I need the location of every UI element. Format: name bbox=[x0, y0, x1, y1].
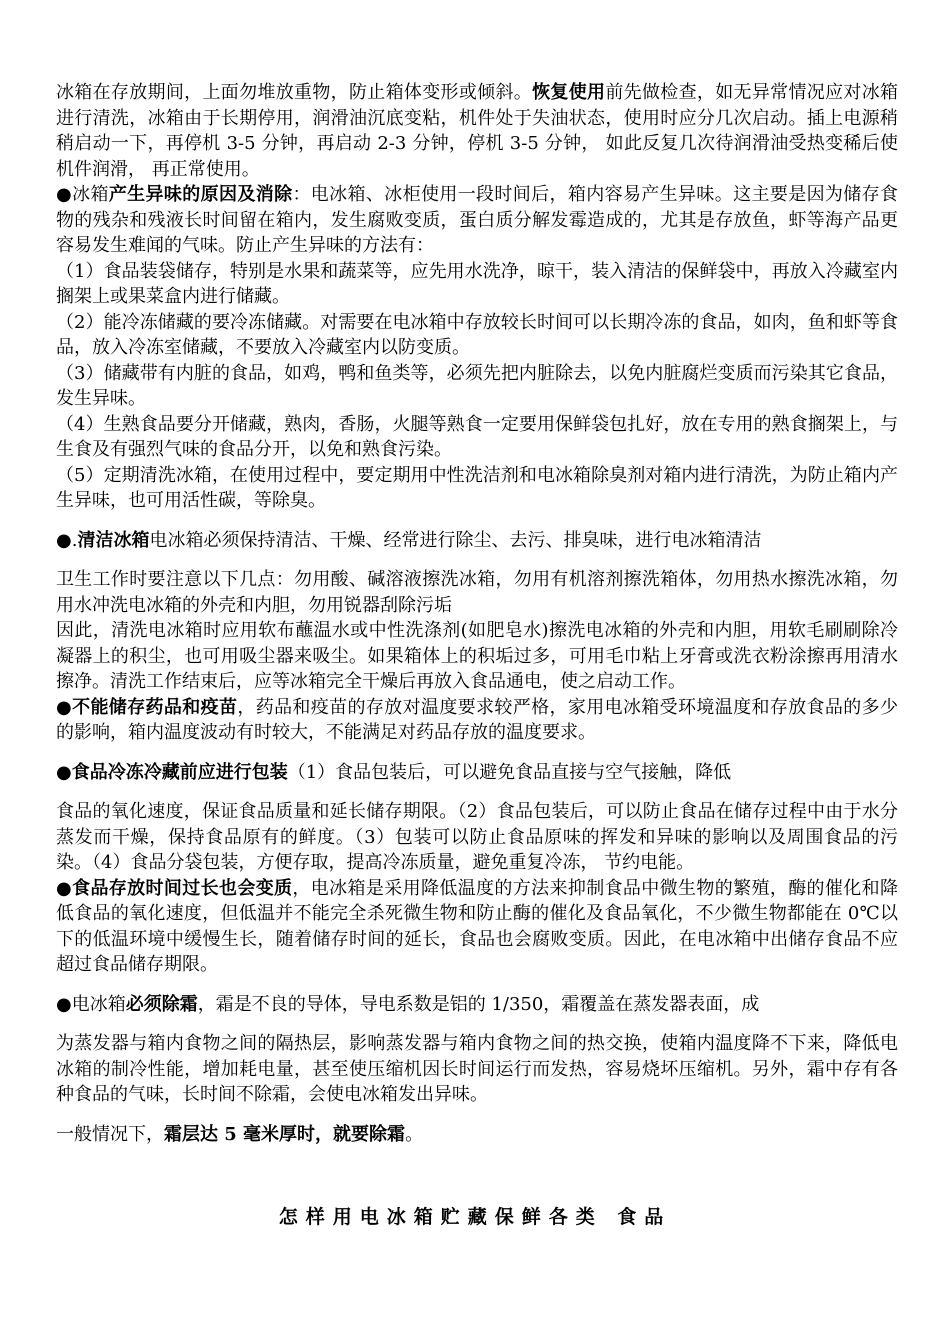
bullet: ● bbox=[56, 877, 73, 899]
paragraph-defrost-details: 为蒸发器与箱内食物之间的隔热层，影响蒸发器与箱内食物之间的热交换，使箱内温度降不下来，降低电冰箱的制冷性能，增加耗电量，甚至使压缩机因长时间运行而发热，容易烧坏压缩机。另外，霜中存有各种食品的气味，长时间不除霜，会使电冰箱发出异味。 bbox=[56, 1033, 898, 1105]
text: 冰箱在存放期间，上面勿堆放重物，防止箱体变形或倾斜。 bbox=[56, 82, 533, 103]
bold-heading-resume-use: 恢复使用 bbox=[532, 82, 606, 103]
bullet: ● bbox=[56, 993, 72, 1015]
paragraph-defrost bbox=[56, 992, 898, 1018]
paragraph-clean-notes: 卫生工作时要注意以下几点：勿用酸、碱溶液擦洗冰箱，勿用有机溶剂擦洗箱体，勿用热水擦洗冰箱，勿用水冲洗电冰箱的外壳和内胆，勿用锐器刮除污垢 bbox=[56, 569, 898, 616]
text: ：电冰箱、冰柜使用一段时间后，箱内容易产生异味。这主要是因为储存食物的残杂和残液长时间留在箱内，发生腐败变质，蛋白质分解发霉造成的，尤其是存放鱼，虾等海产品更容易发生难闻的气味。防止产生异味的方法有： bbox=[56, 184, 899, 256]
list-item-odor-1: （1）食品装袋储存，特别是水果和蔬菜等，应先用水洗净，晾干，装入清洁的保鲜袋中，再放入冷藏室内搁架上或果菜盒内进行储藏。 bbox=[56, 260, 898, 307]
paragraph-packaging-details: 食品的氧化速度，保证食品质量和延长储存期限。（2）食品包装后，可以防止食品在储存过程中由于水分蒸发而干燥，保持食品原有的鲜度。（3）包装可以防止食品原味的挥发和异味的影响以及周围食品的污染。（4）食品分袋包装，方便存取，提高冷冻质量，避免重复冷冻， 节约电能。 bbox=[56, 801, 898, 873]
section-title: 怎样用电冰箱贮藏保鲜各类 食品 bbox=[278, 1206, 672, 1228]
text: ，电冰箱是采用降低温度的方法来抑制食品中微生物的繁殖，酶的催化和降低食品的氧化速度，但低温并不能完全杀死微生物和防止酶的催化及食品氧化，不少微生物都能在 0℃以下的低温环境中缓慢生长，随着储存时间的延长，食品也会腐败变质。因此，在电冰箱中出储存食品不应超过食品储存期限。 bbox=[56, 877, 898, 975]
bold-heading-medicine: 不能储存药品和疫苗 bbox=[72, 696, 238, 718]
text: ，药品和疫苗的存放对温度要求较严格，家用电冰箱受环境温度和存放食品的多少的影响，箱内温度波动有时较大，不能满足对药品存放的温度要求。 bbox=[56, 696, 899, 743]
document-body bbox=[56, 80, 898, 1147]
text: （1）食品包装后，可以避免食品直接与空气接触，降低 bbox=[287, 761, 732, 783]
paragraph-storage-resume bbox=[56, 80, 898, 182]
list-item-odor-2: （2）能冷冻储藏的要冷冻储藏。对需要在电冰箱中存放较长时间可以长期冷冻的食品，如肉，鱼和虾等食品，放入冷冻室储藏，不要放入冷藏室内以防变质。 bbox=[56, 311, 898, 358]
list-item-odor-3: （3）储藏带有内脏的食品，如鸡，鸭和鱼类等，必须先把内脏除去，以免内脏腐烂变质而污染其它食品，发生异味。 bbox=[56, 362, 898, 409]
text: ，霜是不良的导体，导电系数是铝的 1/350，霜覆盖在蒸发器表面，成 bbox=[197, 993, 760, 1015]
bold-heading-spoil: 食品存放时间过长也会变质 bbox=[72, 877, 293, 899]
bold-heading-defrost: 必须除霜 bbox=[125, 993, 198, 1015]
text: 一般情况下， bbox=[56, 1123, 164, 1145]
paragraph-medicine bbox=[56, 695, 898, 746]
bold-heading-odor: 产生异味的原因及消除 bbox=[108, 184, 293, 205]
text: 。 bbox=[405, 1123, 424, 1145]
bullet: ● bbox=[56, 529, 72, 551]
list-item-odor-4: （4）生熟食品要分开储藏，熟肉，香肠，火腿等熟食一定要用保鲜袋包扎好，放在专用的熟食搁架上，与生食及有强烈气味的食品分开，以免和熟食污染。 bbox=[56, 413, 898, 460]
text: 电冰箱必须保持清洁、干燥、经常进行除尘、去污、排臭味，进行电冰箱清洁 bbox=[149, 529, 762, 551]
bold-defrost-rule: 霜层达 5 毫米厚时，就要除霜 bbox=[164, 1123, 406, 1145]
paragraph-spoil bbox=[56, 876, 898, 978]
paragraph-clean bbox=[56, 528, 898, 554]
paragraph-clean-method: 因此，清洗电冰箱时应用软布蘸温水或中性洗涤剂(如肥皂水)擦洗电冰箱的外壳和内胆，用软毛刷刷除冷凝器上的积尘，也可用吸尘器来吸尘。如果箱体上的积垢过多，可用毛巾粘上牙膏或洗衣粉涂擦再用清水擦净。清洗工作结束后，应等冰箱完全干燥后再放入食品通电，使之启动工作。 bbox=[56, 620, 898, 692]
text: 前先做检查，如无异常情况应对冰箱进行清洗，冰箱由于长期停用，润滑油沉底变粘，机件处于失油状态，使用时应分几次启动。插上电源稍稍启动一下，再停机 3-5 分钟，再启动 2-3 分钟，停机 3-5 分钟， 如此反复几次待润滑油受热变稀后使机件润滑， 再正常使用。 bbox=[56, 82, 899, 180]
text: 电冰箱 bbox=[71, 993, 126, 1015]
bullet: ● bbox=[56, 184, 73, 205]
bold-heading-clean: 清洁冰箱 bbox=[77, 529, 150, 551]
list-item-odor-5: （5）定期清洗冰箱，在使用过程中，要定期用中性洗洁剂和电冰箱除臭剂对箱内进行清洗，为防止箱内产生异味，也可用活性碳，等除臭。 bbox=[56, 464, 898, 511]
bullet: ● bbox=[56, 761, 72, 783]
paragraph-packaging bbox=[56, 760, 898, 786]
paragraph-odor bbox=[56, 182, 898, 259]
text: . bbox=[71, 529, 78, 551]
text: 冰箱 bbox=[72, 184, 109, 205]
paragraph-defrost-rule bbox=[56, 1122, 898, 1148]
bullet: ● bbox=[56, 696, 73, 718]
bold-heading-packaging: 食品冷冻冷藏前应进行包装 bbox=[71, 761, 288, 783]
